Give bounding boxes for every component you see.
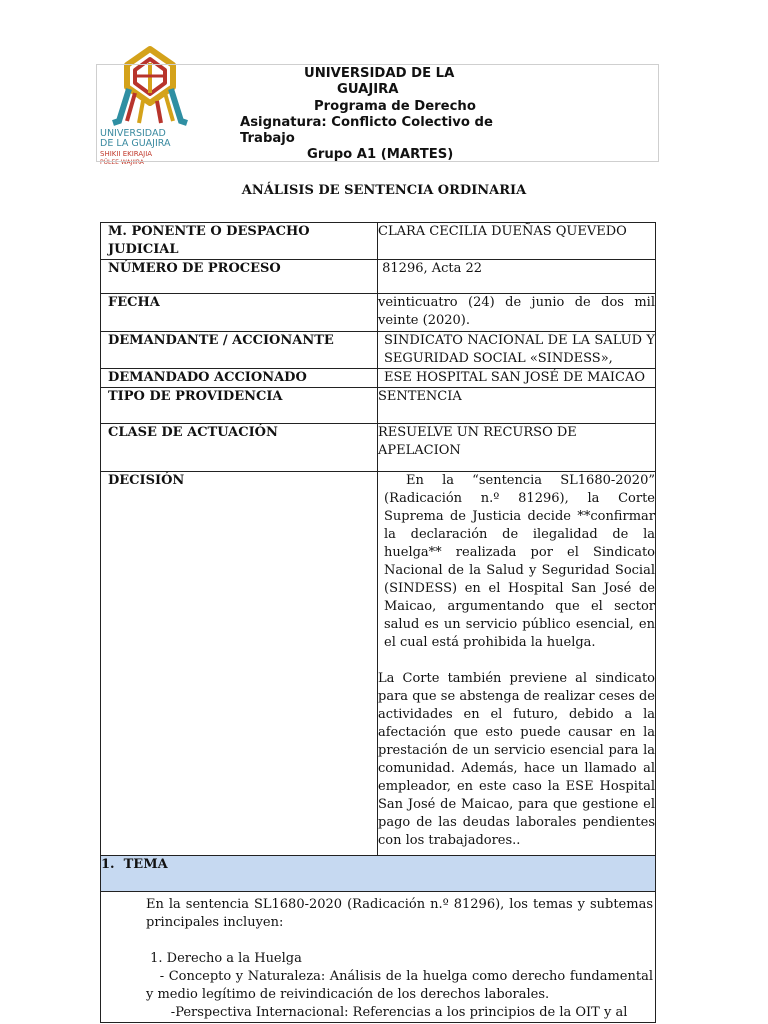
header-group: Grupo A1 (MARTES): [307, 147, 454, 163]
table-row-demandado: [101, 369, 656, 388]
tema-intro: En la sentencia SL1680-2020 (Radicación n.º 81296), los temas y subtemas principales incluyen:: [146, 897, 653, 930]
table-row-ponente: [101, 223, 656, 260]
label-decision: DECISIÓN: [101, 472, 378, 856]
label-demandante: DEMANDANTE / ACCIONANTE: [101, 332, 378, 369]
label-providencia: TIPO DE PROVIDENCIA: [101, 388, 378, 424]
header-university-line1: UNIVERSIDAD DE LA: [304, 66, 455, 81]
svg-text:DE LA GUAJIRA: DE LA GUAJIRA: [100, 138, 171, 149]
value-actuacion: RESUELVE UN RECURSO DE APELACION: [378, 424, 656, 472]
value-demandante: SINDICATO NACIONAL DE LA SALUD Y SEGURIDAD SOCIAL «SINDESS»,: [378, 332, 656, 369]
table-row-providencia: [101, 388, 656, 424]
table-row-proceso: [101, 260, 656, 294]
table-row-actuacion: [101, 424, 656, 472]
table-row-demandante: [101, 332, 656, 369]
label-proceso: NÚMERO DE PROCESO: [101, 260, 378, 294]
header-text-block: [240, 66, 540, 164]
value-proceso: 81296, Acta 22: [378, 260, 656, 294]
value-fecha: veinticuatro (24) de junio de dos mil veinte (2020).: [378, 294, 656, 332]
table-row-decision: [101, 472, 656, 856]
table-row-fecha: [101, 294, 656, 332]
value-demandado: ESE HOSPITAL SAN JOSÉ DE MAICAO: [378, 369, 656, 388]
label-fecha: FECHA: [101, 294, 378, 332]
tema-body: [101, 892, 656, 1023]
tema-heading: 1. TEMA: [101, 856, 656, 892]
header-university-line2: GUAJIRA: [337, 82, 399, 98]
svg-text:PÜLEE WAJIIRA: PÜLEE WAJIIRA: [100, 159, 144, 166]
value-ponente: CLARA CECILIA DUEÑAS QUEVEDO: [378, 223, 656, 260]
header-program: Programa de Derecho: [314, 98, 476, 114]
svg-text:UNIVERSIDAD: UNIVERSIDAD: [100, 128, 166, 139]
decision-paragraph-2: La Corte también previene al sindicato para que se abstenga de realizar ceses de actividades en el futuro, debido a la afectación que esto puede causar en la prestación de un servicio esencial para la comunidad. Además, hace un llamado al empleador, en este caso la ESE Hospital San José de Maicao, para que gestione el pago de las deudas laborales pendientes con los trabajadores..: [378, 671, 655, 848]
decision-paragraph-1: En la “sentencia SL1680-2020” (Radicación n.º 81296), la Corte Suprema de Justicia decide **confirmar la declaración de ilegalidad de la huelga** realizada por el Sindicato Nacional de la Salud y Seguridad Social (SINDESS) en el Hospital San José de Maicao, argumentando que el sector salud es un servicio público esencial, en el cual está prohibida la huelga.: [384, 473, 655, 650]
label-demandado: DEMANDADO ACCIONADO: [101, 369, 378, 388]
tema-heading-row: [101, 856, 656, 892]
tema-item-1: 1. Derecho a la Huelga: [146, 951, 302, 966]
header-subject-cont: Trabajo: [240, 131, 295, 147]
tema-item-1b: -Perspectiva Internacional: Referencias a los principios de la OIT y al: [146, 1005, 628, 1020]
value-providencia: SENTENCIA: [378, 388, 656, 424]
label-actuacion: CLASE DE ACTUACIÓN: [101, 424, 378, 472]
svg-text:SHIKII EKIRAJIA: SHIKII EKIRAJIA: [100, 150, 153, 158]
value-decision: [378, 472, 656, 856]
document-title: ANÁLISIS DE SENTENCIA ORDINARIA: [241, 183, 527, 198]
label-ponente: M. PONENTE O DESPACHO JUDICIAL: [101, 223, 378, 260]
tema-item-1a: - Concepto y Naturaleza: Análisis de la huelga como derecho fundamental y medio legítimo de reivindicación de los derechos laborales.: [146, 969, 658, 1002]
tema-body-row: [101, 892, 656, 1023]
analysis-table: [100, 222, 656, 1023]
header-subject: Asignatura: Conflicto Colectivo de: [240, 114, 493, 130]
